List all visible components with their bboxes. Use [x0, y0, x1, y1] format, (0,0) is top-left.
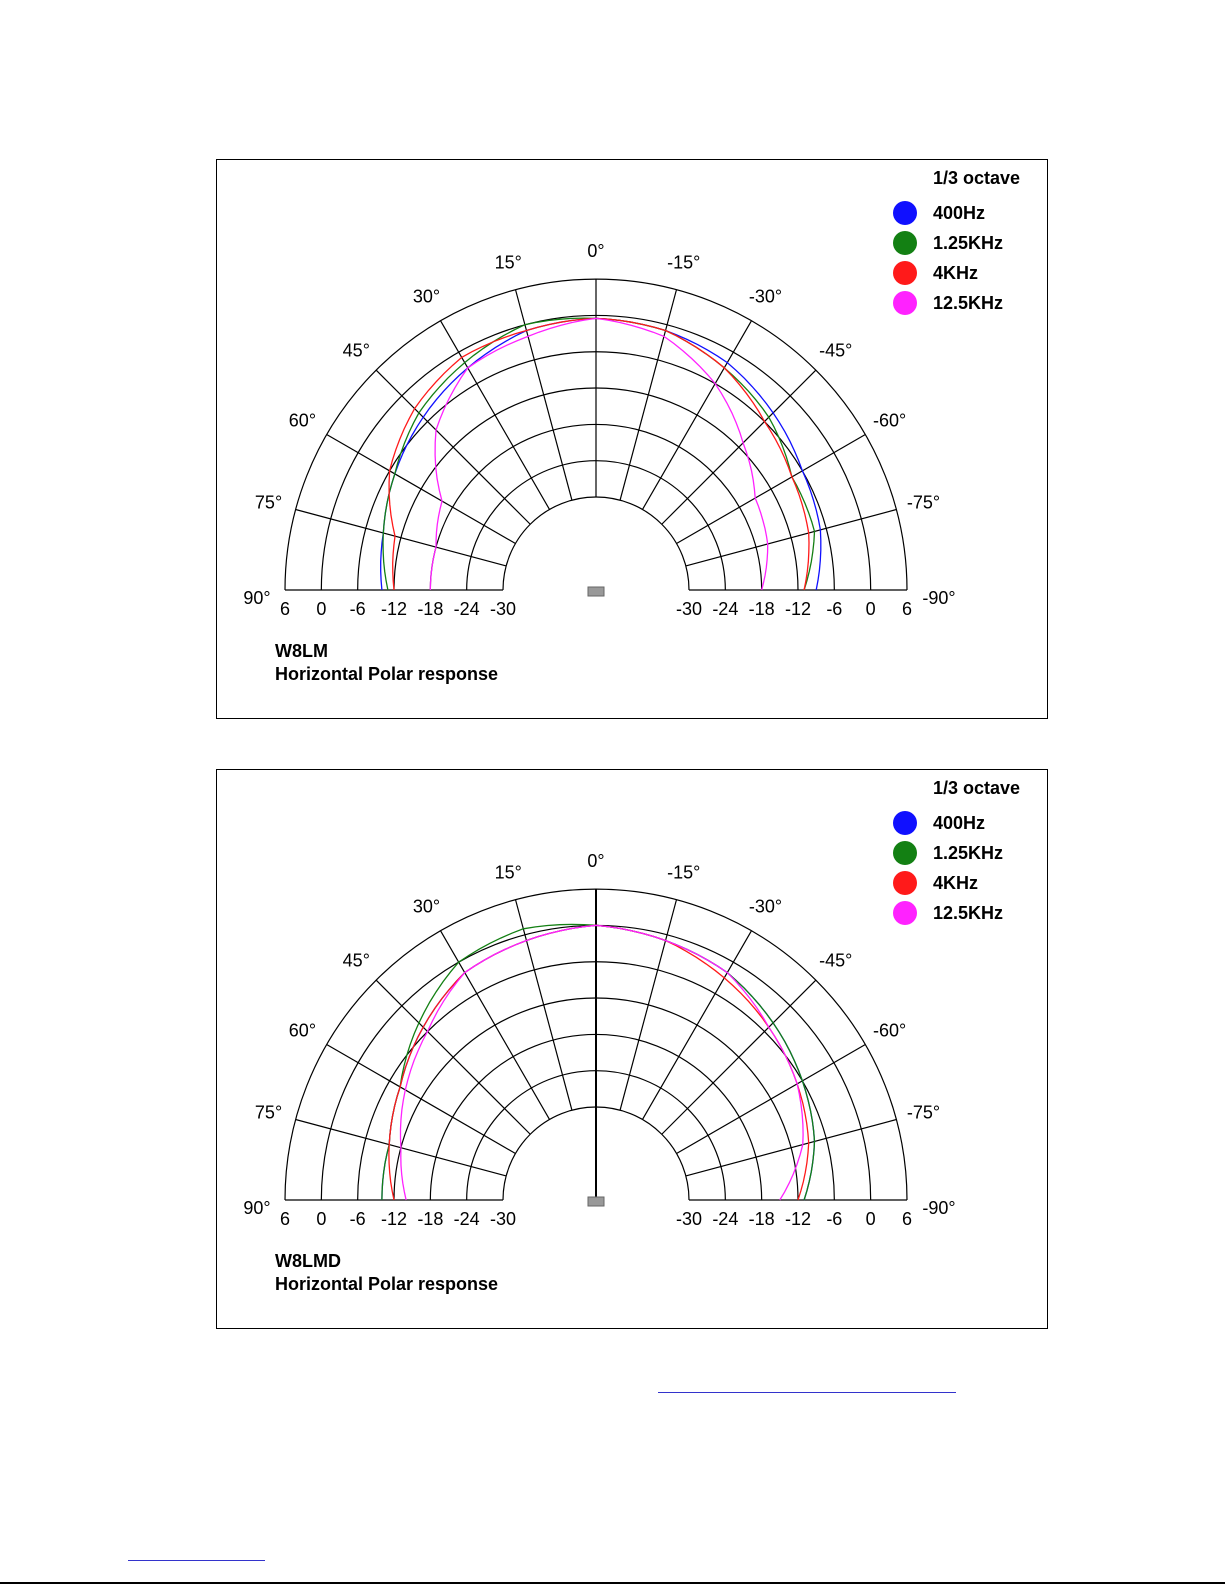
radial-tick-label-right: 6	[901, 1209, 913, 1229]
angle-label: 0°	[587, 851, 605, 871]
angle-label: -75°	[906, 1102, 941, 1123]
chart-subtitle: Horizontal Polar response	[275, 1274, 499, 1294]
legend-title: 1/3 octave	[933, 168, 1021, 188]
grid-spoke	[296, 510, 507, 566]
angle-label: -90°	[922, 588, 956, 608]
grid-spoke	[686, 510, 897, 566]
legend-swatch	[893, 901, 917, 925]
radial-tick-label-left: -12	[380, 599, 408, 619]
radial-tick-label-left: -18	[417, 599, 444, 619]
radial-tick-label-left: 6	[279, 599, 291, 619]
legend-item-label: 400Hz	[933, 813, 986, 833]
radial-tick-label-right: -24	[712, 1209, 739, 1229]
angle-label: -15°	[667, 862, 701, 883]
legend-swatch	[893, 841, 917, 865]
angle-label: -75°	[906, 492, 941, 513]
grid-spoke	[441, 321, 550, 510]
legend-item-label: 400Hz	[933, 203, 986, 223]
radial-tick-label-right: -12	[784, 599, 812, 619]
grid-spoke	[327, 1045, 516, 1154]
angle-label: 60°	[288, 410, 317, 431]
angle-label: 75°	[254, 1102, 283, 1123]
angle-label: 60°	[288, 1020, 317, 1041]
angle-label: 15°	[494, 862, 522, 883]
radial-tick-label-left: 0	[316, 1209, 327, 1229]
legend-swatch	[893, 201, 917, 225]
angle-label: -45°	[819, 340, 853, 361]
grid-spoke	[643, 931, 752, 1120]
grid-spoke	[677, 435, 866, 544]
grid-spoke	[677, 1045, 866, 1154]
grid-spoke	[620, 900, 676, 1111]
radial-tick-label-right: -18	[748, 599, 775, 619]
radial-tick-label-left: -6	[349, 1209, 366, 1229]
radial-tick-label-left: -24	[453, 599, 480, 619]
page-bottom-rule	[0, 1582, 1225, 1584]
radial-tick-labels	[280, 1209, 912, 1229]
source-marker	[588, 1197, 604, 1206]
radial-tick-label-right: -6	[826, 1209, 843, 1229]
radial-tick-label-right: -6	[826, 599, 843, 619]
legend-swatch	[893, 291, 917, 315]
radial-tick-label-right: 0	[865, 1209, 876, 1229]
grid-arc	[503, 497, 689, 590]
grid-spoke	[376, 980, 530, 1134]
radial-tick-label-left: -18	[417, 1209, 444, 1229]
polar-plot-w8lmd	[217, 770, 1049, 1330]
radial-tick-label-right: -12	[784, 1209, 812, 1229]
grid-spoke	[686, 1120, 897, 1176]
chart-subtitle: Horizontal Polar response	[275, 664, 499, 684]
radial-tick-label-left: -6	[349, 599, 366, 619]
legend-swatch	[893, 811, 917, 835]
radial-tick-label-right: -30	[675, 599, 703, 619]
grid-spoke	[327, 435, 516, 544]
radial-tick-label-left: 6	[279, 1209, 291, 1229]
polar-plot-w8lm	[217, 160, 1049, 720]
legend-item-label: 4KHz	[933, 873, 979, 893]
angle-label: 45°	[342, 340, 370, 361]
radial-tick-label-left: -30	[489, 1209, 517, 1229]
legend-item-label: 12.5KHz	[933, 293, 1004, 313]
radial-tick-label-right: -24	[712, 599, 739, 619]
angle-label: 30°	[412, 286, 441, 307]
legend-item-label: 4KHz	[933, 263, 979, 283]
chart-title: W8LM	[275, 641, 328, 661]
polar-chart-w8lmd	[216, 769, 1048, 1329]
angle-label: -30°	[748, 896, 783, 917]
angle-label: 0°	[587, 241, 605, 261]
radial-tick-label-left: -24	[453, 1209, 480, 1229]
radial-tick-label-right: 0	[865, 599, 876, 619]
angle-label: -45°	[819, 950, 853, 971]
radial-tick-labels	[280, 599, 912, 619]
source-marker	[588, 587, 604, 596]
radial-tick-label-right: 6	[901, 599, 913, 619]
angle-label: 75°	[254, 492, 283, 513]
radial-tick-label-left: 0	[316, 599, 327, 619]
grid-spoke	[376, 370, 530, 524]
legend-swatch	[893, 261, 917, 285]
legend-item-label: 12.5KHz	[933, 903, 1004, 923]
angle-label: 15°	[494, 252, 522, 273]
hyperlink-underline[interactable]	[658, 1392, 956, 1393]
angle-label: -15°	[667, 252, 701, 273]
legend	[893, 778, 1020, 925]
grid-spoke	[516, 900, 572, 1111]
series-line-125khz	[430, 318, 767, 590]
angle-label: -30°	[748, 286, 783, 307]
angle-label: 90°	[243, 1198, 271, 1218]
angle-label: 45°	[342, 950, 370, 971]
angle-label: -60°	[872, 410, 907, 431]
grid-spoke	[643, 321, 752, 510]
radial-tick-label-left: -30	[489, 599, 517, 619]
chart-title: W8LMD	[275, 1251, 341, 1271]
legend-item-label: 1.25KHz	[933, 843, 1004, 863]
legend-swatch	[893, 231, 917, 255]
legend-title: 1/3 octave	[933, 778, 1021, 798]
polar-chart-w8lm	[216, 159, 1048, 719]
legend-swatch	[893, 871, 917, 895]
legend-item-label: 1.25KHz	[933, 233, 1004, 253]
legend	[893, 168, 1020, 315]
angle-label: 90°	[243, 588, 271, 608]
angle-label: 30°	[412, 896, 441, 917]
angle-label: -60°	[872, 1020, 907, 1041]
radial-tick-label-right: -30	[675, 1209, 703, 1229]
footnote-link-underline[interactable]	[128, 1560, 265, 1561]
radial-tick-label-left: -12	[380, 1209, 408, 1229]
radial-tick-label-right: -18	[748, 1209, 775, 1229]
grid-spoke	[441, 931, 550, 1120]
angle-label: -90°	[922, 1198, 956, 1218]
